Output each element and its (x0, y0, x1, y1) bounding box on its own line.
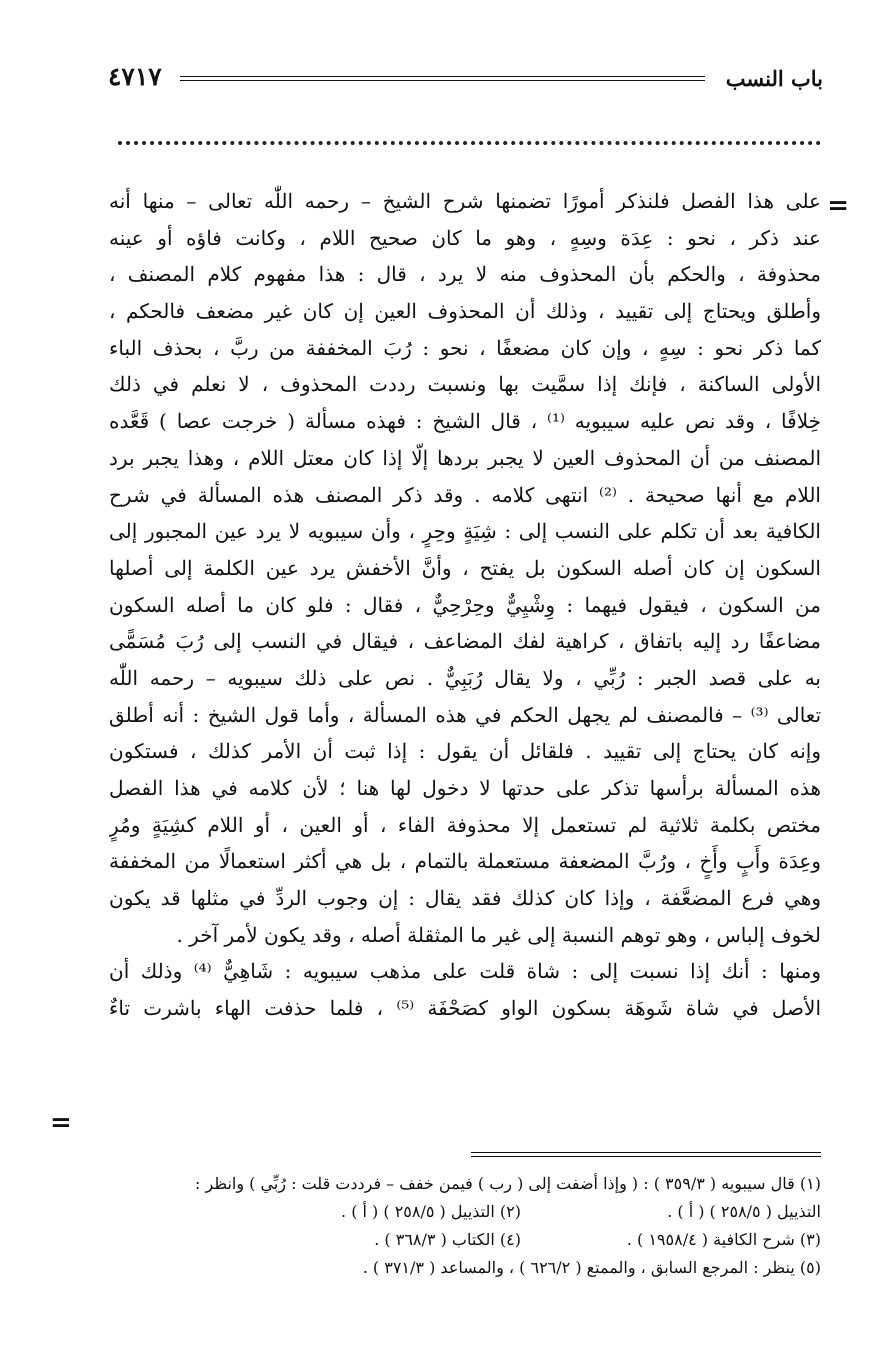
text-line: خِلافًا ، وقد نص عليه سيبويه ⁽¹⁾ ، قال الشيخ : فهذه مسألة ( خرجت عصا ) قَعَّده (109, 409, 821, 434)
footnote-4: (٤) الكتاب ( ٣٦٨/٣ ) . (374, 1230, 521, 1249)
text-line: به على قصد الجبر : رُبِّي ، ولا يقال رُبَبِيٌّ . نص على ذلك سيبويه – رحمه اللّٰه (109, 665, 821, 690)
text-line: الأولى الساكنة ، فإنك إذا سمَّيت بها ونسبت رددت المحذوف ، لا نعلم في ذلك (109, 372, 821, 397)
text-line: وعِدَة وأَبٍ وأَخٍ ، ورُبَّ المضعفة مستعملة بالتمام ، بل هي أكثر استعمالًا من المخففة (109, 849, 821, 874)
footnote-1-continued: التذييل ( ٢٥٨/٥ ) ( أ ) . (667, 1202, 821, 1221)
text-line: من السكون ، فيقول فيهما : وِشْيِيٌّ وحِرْحِيٌّ ، فقال : فلو كان ما أصله السكون (109, 592, 821, 617)
text-line: مضاعفًا رد إليه باتفاق ، كراهية لفك المضاعف ، فيقال في النسب إلى رُبَ مُسَمًّى (109, 629, 821, 654)
text-line: المصنف من أن المحذوف العين لا يجبر بردها إلّا إذا كان معتل اللام ، وهذا يجبر برد (109, 445, 821, 470)
text-line: محذوفة ، والحكم بأن المحذوف منه لا يرد ، قال : هذا مفهوم كلام المصنف ، (109, 262, 821, 287)
continuation-mark-end: = (50, 1108, 72, 1138)
dotted-separator (118, 141, 821, 145)
text-line: السكون إن كان أصله السكون بل يفتح ، وأنَّ الأخفش يرد عين الكلمة إلى أصلها (109, 555, 821, 580)
footnote-separator (471, 1152, 821, 1157)
text-line: كما ذكر نحو : سِهٍ ، وإن كان مضعفًا ، نحو : رُبَ المخففة من ربَّ ، بحذف الباء (109, 335, 821, 360)
footnote-row (106, 1226, 821, 1254)
text-line: عند ذكر ، نحو : عِدَة وسِهٍ ، وهو ما كان صحيح اللام ، وكانت فاؤه أو عينه (109, 225, 821, 250)
text-line: الأصل في شاة شَوهَة بسكون الواو كصَحْفَة ⁽⁵⁾ ، فلما حذفت الهاء باشرت تاءٌ (109, 996, 821, 1021)
footnote-2: (٢) التذييل ( ٢٥٨/٥ ) ( أ ) . (341, 1202, 521, 1221)
text-line: هذه المسألة برأسها تذكر على حدتها لا دخول لها هنا ؛ لأن كلامه في هذا الفصل (109, 776, 821, 800)
continuation-mark-start: = (827, 191, 849, 221)
text-line: وإنه كان يحتاج إلى تقييد . فلقائل أن يقول : إذا ثبت أن الأمر كذلك ، فستكون (109, 739, 821, 764)
footnotes (106, 1170, 821, 1282)
chapter-title: باب النسب (725, 66, 823, 91)
footnote-1: (١) قال سيبويه ( ٣٥٩/٣ ) : ( وإذا أضفت إلى ( رب ) فيمن خفف – فرددت قلت : رُبِّي ) وانظر : (195, 1174, 821, 1193)
text-line: مختص بكلمة ثلاثية لم تستعمل إلا محذوفة الفاء ، أو العين ، أو اللام كشِيَةٍ ومُرٍ (109, 812, 821, 837)
text-line: ومنها : أنك إذا نسبت إلى : شاة قلت على مذهب سيبويه : شَاهِيٌّ ⁽⁴⁾ وذلك أن (109, 959, 821, 984)
footnote-3: (٣) شرح الكافية ( ١٩٥٨/٤ ) . (626, 1230, 821, 1249)
text-line: لخوف إلباس ، وهو توهم النسبة إلى غير ما المثقلة أصله ، وقد يكون لأمر آخر . (176, 922, 821, 947)
header-double-rule (180, 76, 705, 81)
footnote-row (106, 1198, 821, 1226)
text-line: تعالى ⁽³⁾ – فالمصنف لم يجهل الحكم في هذه المسألة ، وأما قول الشيخ : أنه أطلق (109, 702, 821, 727)
running-header (108, 62, 823, 102)
text-line: وهي فرع المضعَّفة ، وإذا كان كذلك فقد يقال : إن وجوب الردِّ في مثلها قد يكون (109, 886, 821, 911)
main-text (109, 183, 821, 1027)
text-line: على هذا الفصل فلنذكر أمورًا تضمنها شرح الشيخ – رحمه اللّٰه تعالى – منها أنه (109, 189, 821, 213)
text-line: اللام مع أنها صحيحة . ⁽²⁾ انتهى كلامه . وقد ذكر المصنف هذه المسألة في شرح (109, 482, 821, 507)
text-line: وأطلق ويحتاج إلى تقييد ، وذلك أن المحذوف العين إن كان غير مضعف فالحكم ، (109, 299, 821, 324)
page-number: ٤٧١٧ (108, 62, 162, 91)
text-line: الكافية بعد أن تكلم على النسب إلى : شِيَةٍ وحِرٍ ، وأن سيبويه لا يرد عين المجبور إلى (109, 519, 821, 544)
footnote-5: (٥) ينظر : المرجع السابق ، والممتع ( ٦٢٦/٢ ) ، والمساعد ( ٣٧١/٣ ) . (362, 1258, 821, 1277)
